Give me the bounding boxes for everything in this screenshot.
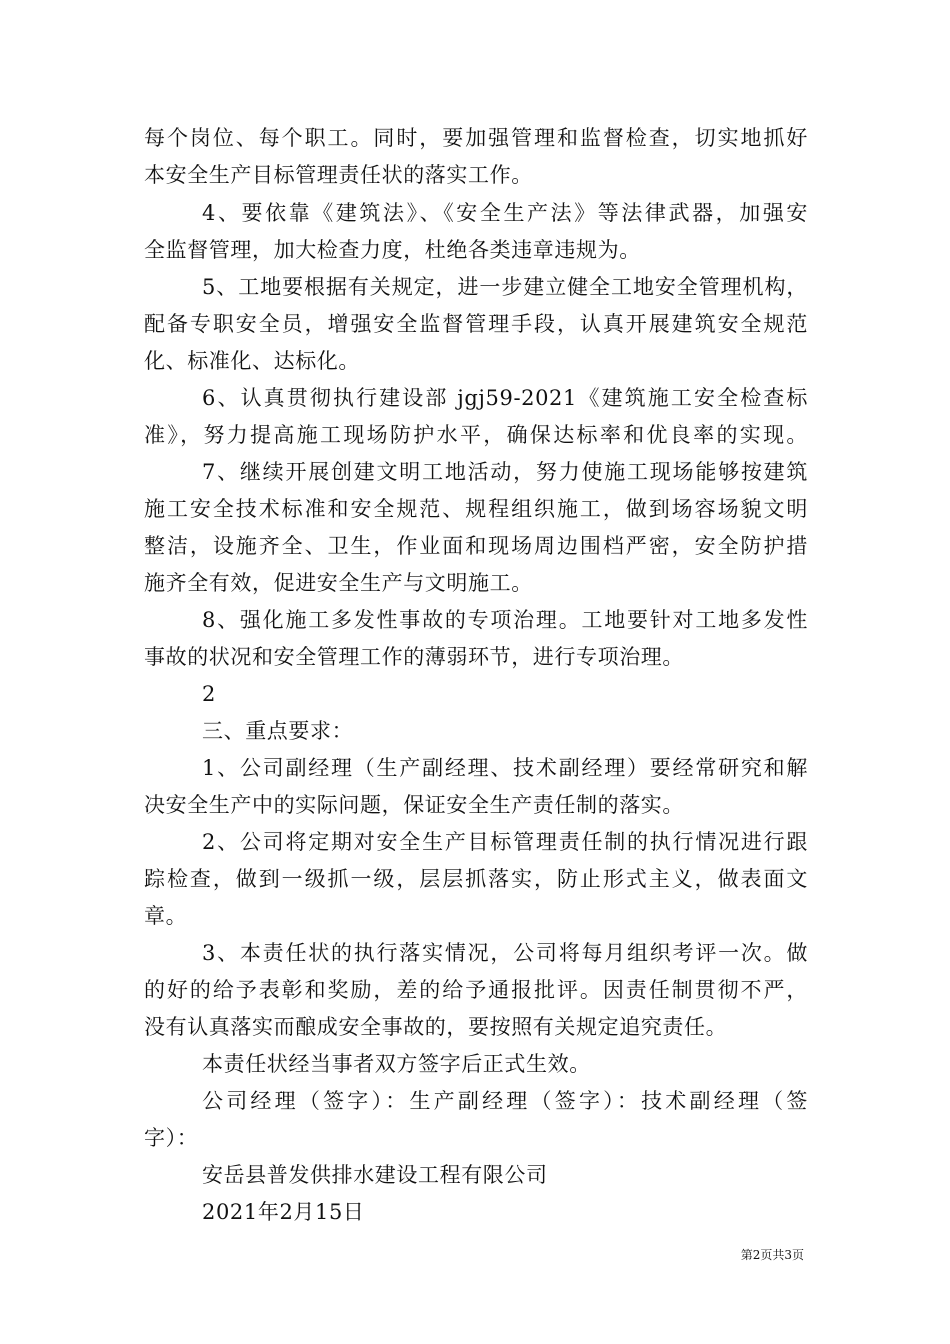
text-line: 每个岗位、每个职工。同时，要加强管理和监督检查，切实地抓好 xyxy=(144,126,808,150)
section-heading: 三、重点要求： xyxy=(202,719,354,743)
text-line: 1、公司副经理（生产副经理、技术副经理）要经常研究和解 xyxy=(202,756,808,780)
text-line: 踪检查，做到一级抓一级，层层抓落实，防止形式主义，做表面文 xyxy=(144,867,808,891)
text-line: 整洁，设施齐全、卫生，作业面和现场周边围档严密，安全防护措 xyxy=(144,534,808,558)
text-line: 施齐全有效，促进安全生产与文明施工。 xyxy=(144,571,533,595)
text-line: 全监督管理，加大检查力度，杜绝各类违章违规为。 xyxy=(144,238,641,262)
page-footer: 第2页共3页 xyxy=(740,1248,804,1262)
signature-line-continued: 字）： xyxy=(144,1126,199,1150)
text-line: 7、继续开展创建文明工地活动，努力使施工现场能够按建筑 xyxy=(202,460,808,484)
document-date: 2021年2月15日 xyxy=(202,1200,365,1224)
text-line: 本责任状经当事者双方签字后正式生效。 xyxy=(202,1052,591,1076)
text-line: 准》，努力提高施工现场防护水平，确保达标率和优良率的实现。 xyxy=(144,423,808,447)
text-line: 决安全生产中的实际问题，保证安全生产责任制的落实。 xyxy=(144,793,684,817)
text-line: 本安全生产目标管理责任状的落实工作。 xyxy=(144,163,533,187)
text-line: 8、强化施工多发性事故的专项治理。工地要针对工地多发性 xyxy=(202,608,808,632)
text-line: 3、本责任状的执行落实情况，公司将每月组织考评一次。做 xyxy=(202,941,808,965)
signature-line: 公司经理（签字）：生产副经理（签字）：技术副经理（签 xyxy=(202,1089,808,1113)
text-line: 施工安全技术标准和安全规范、规程组织施工，做到场容场貌文明 xyxy=(144,497,808,521)
text-line: 章。 xyxy=(144,904,188,928)
text-line: 配备专职安全员，增强安全监督管理手段，认真开展建筑安全规范 xyxy=(144,312,808,336)
text-line: 化、标准化、达标化。 xyxy=(144,349,360,373)
company-name: 安岳县普发供排水建设工程有限公司 xyxy=(202,1163,548,1187)
text-line: 5、工地要根据有关规定，进一步建立健全工地安全管理机构， xyxy=(202,275,808,299)
text-line: 没有认真落实而酿成安全事故的，要按照有关规定追究责任。 xyxy=(144,1015,728,1039)
text-line: 事故的状况和安全管理工作的薄弱环节，进行专项治理。 xyxy=(144,645,684,669)
text-line: 的好的给予表彰和奖励，差的给予通报批评。因责任制贯彻不严， xyxy=(144,978,808,1002)
text-line: 4、要依靠《建筑法》、《安全生产法》等法律武器，加强安 xyxy=(202,201,808,225)
text-line: 6、认真贯彻执行建设部 jgj59-2021《建筑施工安全检查标 xyxy=(202,386,808,410)
text-line: 2、公司将定期对安全生产目标管理责任制的执行情况进行跟 xyxy=(202,830,808,854)
page-number-inline: 2 xyxy=(202,682,216,706)
